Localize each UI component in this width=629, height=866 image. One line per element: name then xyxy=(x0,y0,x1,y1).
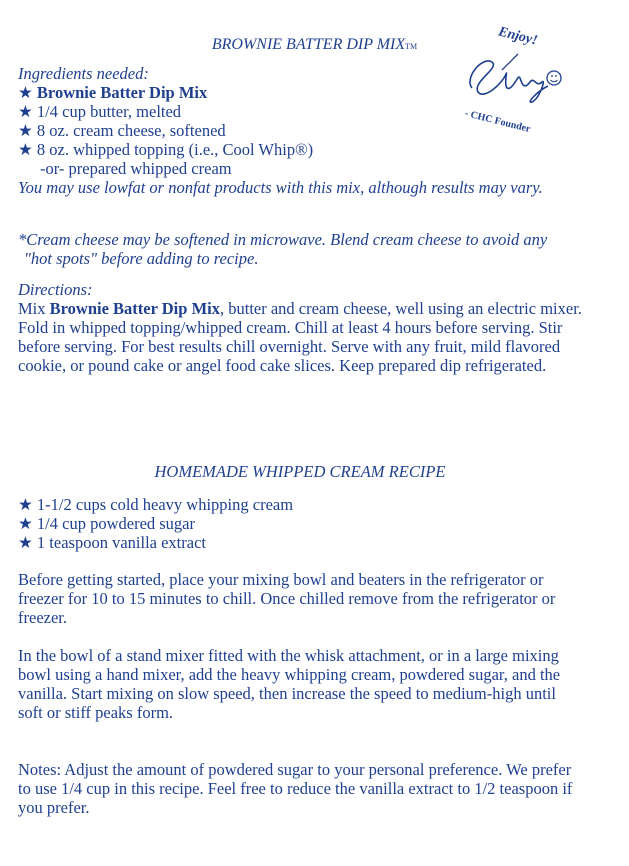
ingredient-item: ★ 1-1/2 cups cold heavy whipping cream xyxy=(18,495,294,514)
recipe-title: BROWNIE BATTER DIP MIXTM xyxy=(211,36,418,53)
mixing-paragraph: In the bowl of a stand mixer fitted with the whisk attachment, or in a large mixing bowl using a hand mixer, add the heavy whipping cream, powdered sugar, and the vanilla. Start mixing on slow speed, then increase the speed to medium-high until soft or stiff peaks form. xyxy=(18,646,561,722)
trademark-mark: TM xyxy=(405,42,418,51)
or-line: -or- prepared whipped cream xyxy=(40,159,232,178)
whipped-cream-title: HOMEMADE WHIPPED CREAM RECIPE xyxy=(154,462,446,481)
ingredients-heading: Ingredients needed: xyxy=(18,64,149,83)
whipped-ingredients xyxy=(18,495,618,552)
ingredient-item: ★ 1 teaspoon vanilla extract xyxy=(18,533,206,552)
founder-caption: - CHC Founder xyxy=(463,108,532,135)
directions-text: Mix Brownie Batter Dip Mix, butter and cream cheese, well using an electric mixer. Fold in whipped topping/whipped cream. Chill at least 4 hours before serving. Stir before serving. For best results chill overnight. Serve with any fruit, mild flavored cookie, or pound cake or angel food cake slices. Keep prepared dip refrigerated. xyxy=(18,299,582,375)
directions-section xyxy=(18,280,584,375)
enjoy-text: Enjoy! xyxy=(496,24,539,49)
notes-paragraph: Notes: Adjust the amount of powdered sugar to your personal preference. We prefer to use 1/4 cup in this recipe. Feel free to reduce the vanilla extract to 1/2 teaspoon if you prefer. xyxy=(18,760,573,817)
ingredient-item: ★ 1/4 cup powdered sugar xyxy=(18,514,196,533)
prep-paragraph: Before getting started, place your mixing bowl and beaters in the refrigerator or freezer for 10 to 15 minutes to chill. Once chilled remove from the refrigerator or freezer. xyxy=(18,570,556,627)
ingredient-item: ★ 8 oz. cream cheese, softened xyxy=(18,121,226,140)
ingredients-section xyxy=(18,64,618,197)
ingredient-item: ★ 8 oz. whipped topping (i.e., Cool Whip®) xyxy=(18,140,314,159)
lowfat-note: You may use lowfat or nonfat products with this mix, although results may vary. xyxy=(18,178,543,197)
ingredient-item: ★ 1/4 cup butter, melted xyxy=(18,102,182,121)
cream-cheese-note: *Cream cheese may be softened in microwave. Blend cream cheese to avoid any "hot spots" before adding to recipe. xyxy=(18,230,548,268)
directions-heading: Directions: xyxy=(18,280,93,299)
ingredient-item: ★ Brownie Batter Dip Mix xyxy=(18,83,208,102)
